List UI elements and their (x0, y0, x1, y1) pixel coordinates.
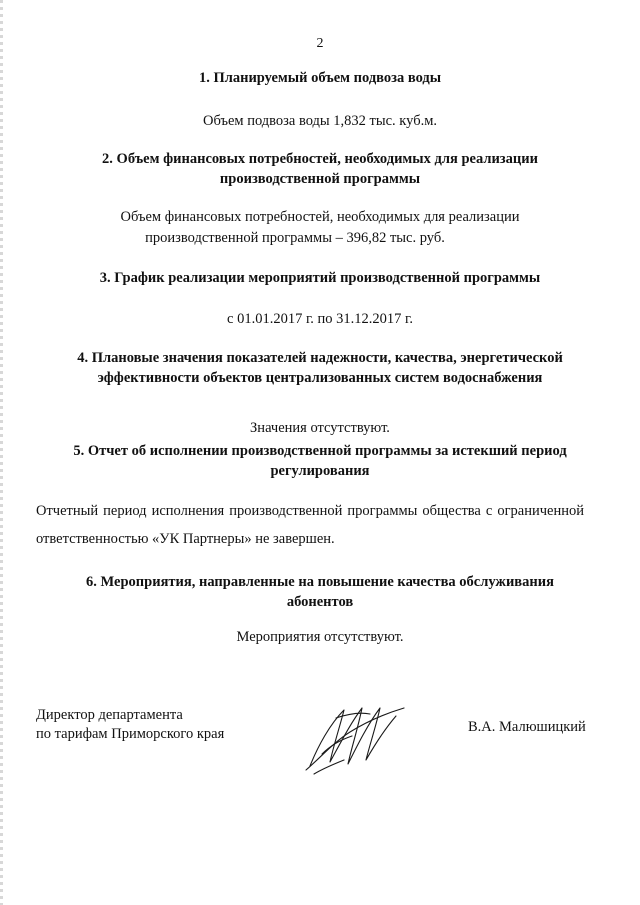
signatory-position (36, 706, 224, 744)
section-6-heading (40, 572, 600, 612)
section-5-heading-line-2: регулирования (270, 463, 370, 479)
section-1-heading: 1. Планируемый объем подвоза воды (198, 70, 442, 86)
section-2-text-line-1: Объем финансовых потребностей, необходимых для реализации (120, 209, 520, 225)
section-2-heading-line-2: производственной программы (219, 171, 421, 187)
section-4-heading-line-1: 4. Плановые значения показателей надежности, качества, энергетической (77, 350, 563, 366)
section-4-heading-line-2: эффективности объектов централизованных систем водоснабжения (97, 370, 543, 386)
section-6-heading-line-2: абонентов (286, 594, 354, 610)
section-2-heading (40, 149, 600, 189)
section-2-heading-line-1: 2. Объем финансовых потребностей, необходимых для реализации (102, 151, 538, 167)
section-3-text: с 01.01.2017 г. по 31.12.2017 г. (227, 311, 413, 327)
section-5-heading (30, 441, 610, 481)
section-6-heading-line-1: 6. Мероприятия, направленные на повышение качества обслуживания (86, 574, 554, 590)
page-number: 2 (316, 36, 324, 51)
section-1-text: Объем подвоза воды 1,832 тыс. куб.м. (202, 113, 438, 129)
section-4-heading (30, 348, 610, 388)
section-6-text: Мероприятия отсутствуют. (236, 629, 404, 645)
signatory-name: В.А. Малюшицкий (468, 719, 586, 735)
section-3-heading: 3. График реализации мероприятий производственной программы (99, 270, 541, 286)
section-4-text: Значения отсутствуют. (250, 420, 390, 436)
section-2-text (40, 207, 600, 249)
scan-edge (0, 0, 3, 905)
handwritten-signature (300, 696, 410, 778)
section-2-text-line-2: производственной программы – 396,82 тыс. руб. (145, 230, 445, 246)
signatory-position-line-1: Директор департамента (36, 707, 183, 723)
section-5-paragraph: Отчетный период исполнения производственной программы общества с ограниченной ответственностью «УК Партнеры» не завершен. (36, 503, 584, 547)
section-5-heading-line-1: 5. Отчет об исполнении производственной программы за истекший период (73, 443, 567, 459)
signatory-position-line-2: по тарифам Приморского края (36, 726, 225, 742)
